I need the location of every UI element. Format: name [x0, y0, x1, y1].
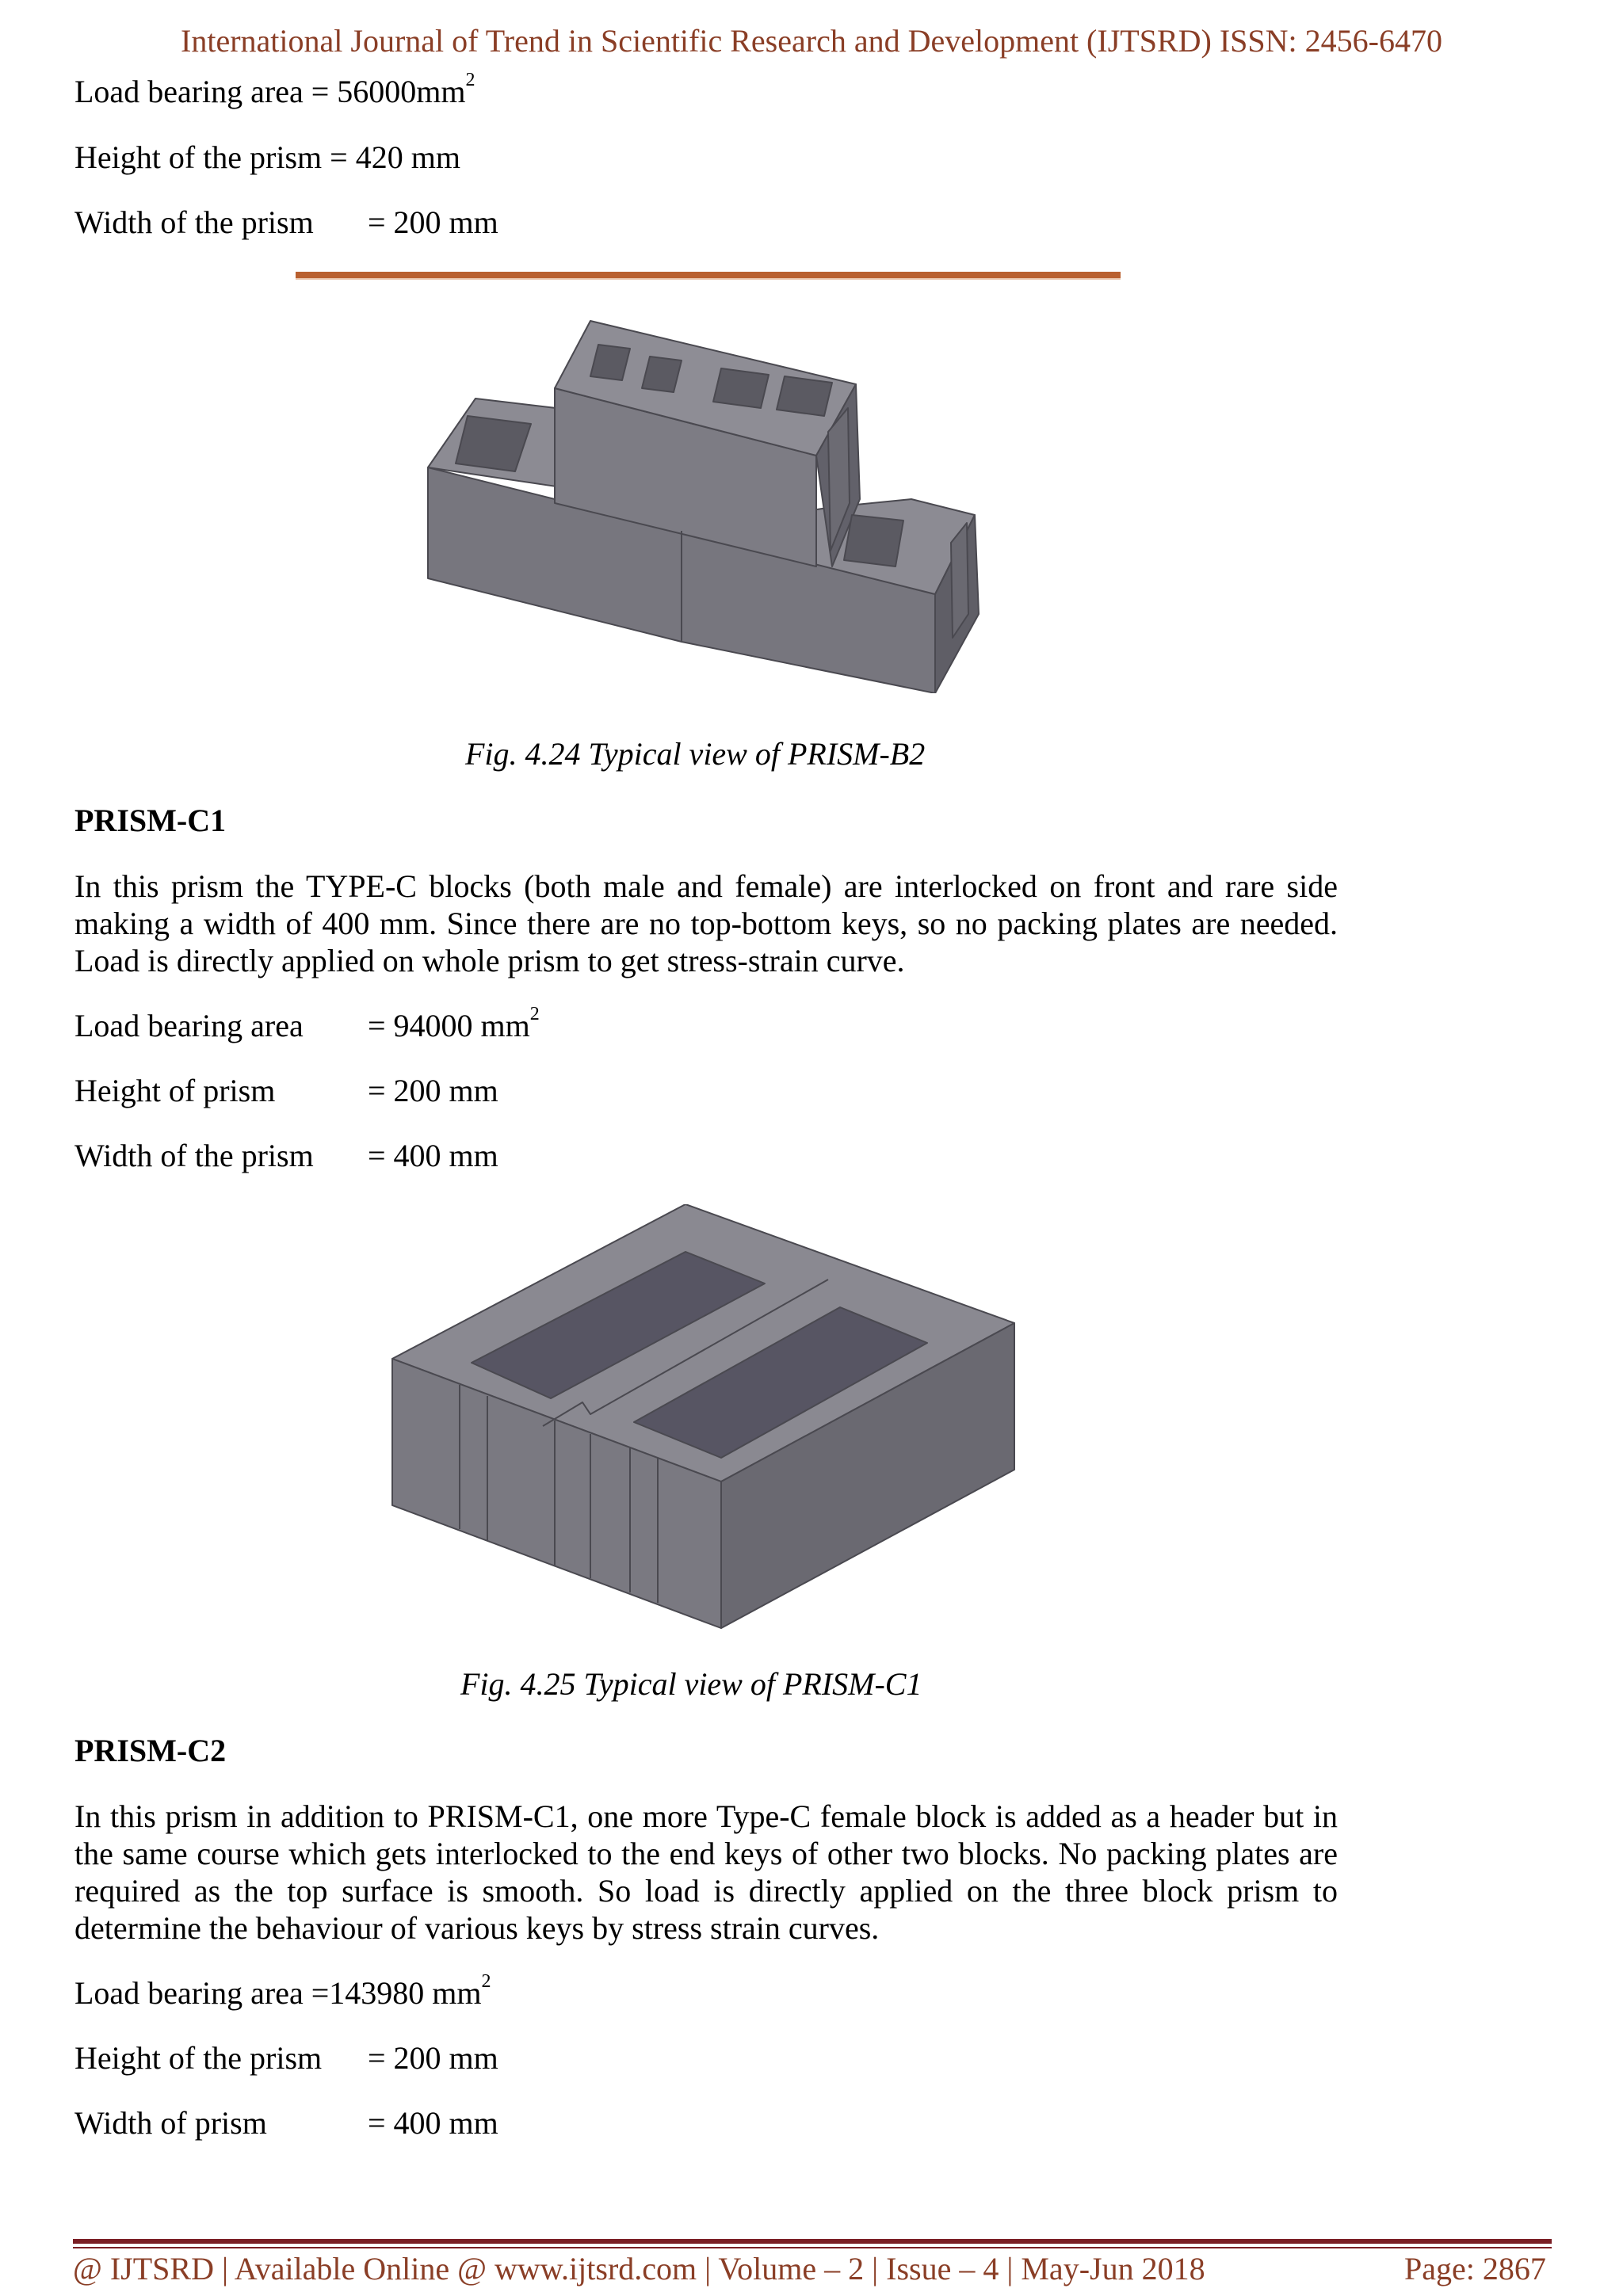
figure-top-rule-shadow	[296, 278, 1121, 280]
b2-load-bearing-area: Load bearing area = $56000mm^2$	[74, 70, 475, 109]
footer-rule-thin	[73, 2247, 1552, 2248]
footer-rule	[73, 2239, 1552, 2244]
prism-c2-heading: PRISM-C2	[74, 1733, 227, 1768]
b2-width: Width of the prism = 200 mm	[74, 204, 498, 240]
prism-c1-figure	[384, 1204, 1018, 1632]
c1-load-bearing-area: Load bearing area = 94000 $mm^2$	[74, 1004, 540, 1043]
footer-page-number: Page: 2867	[1404, 2251, 1546, 2286]
c2-width: Width of prism = 400 mm	[74, 2105, 498, 2141]
c2-load-bearing-area: Load bearing area =143980 $mm^2$	[74, 1971, 491, 2011]
b2-height: Height of the prism = 420 mm	[74, 139, 460, 175]
prism-b2-figure	[420, 313, 991, 693]
journal-header: International Journal of Trend in Scientific Research and Development (IJTSRD) ISSN: 2456-6470	[181, 23, 1442, 59]
prism-c1-heading: PRISM-C1	[74, 803, 227, 838]
prism-c1-paragraph: In this prism the TYPE-C blocks (both male and female) are interlocked on front and rare side making a width of 400 mm. Since there are no top-bottom keys, so no packing plates are needed. Load is directly applied on whole prism to get stress-strain curve.	[74, 868, 1338, 978]
footer-journal-info: @ IJTSRD | Available Online @ www.ijtsrd.com | Volume – 2 | Issue – 4 | May-Jun 2018	[73, 2251, 1205, 2286]
c1-height: Height of prism = 200 mm	[74, 1073, 498, 1108]
figure-4-24-caption: Fig. 4.24 Typical view of PRISM-B2	[465, 736, 926, 772]
prism-c2-paragraph: In this prism in addition to PRISM-C1, one more Type-C female block is added as a header but in the same course which gets interlocked to the end keys of other two blocks. No packing plates are required as the top surface is smooth. So load is directly applied on the three block prism to determine the behaviour of various keys by stress strain curves.	[74, 1798, 1338, 1946]
c2-height: Height of the prism = 200 mm	[74, 2040, 498, 2076]
figure-4-25-caption: Fig. 4.25 Typical view of PRISM-C1	[460, 1666, 922, 1702]
c1-width: Width of the prism = 400 mm	[74, 1138, 498, 1173]
figure-top-rule	[296, 272, 1121, 278]
